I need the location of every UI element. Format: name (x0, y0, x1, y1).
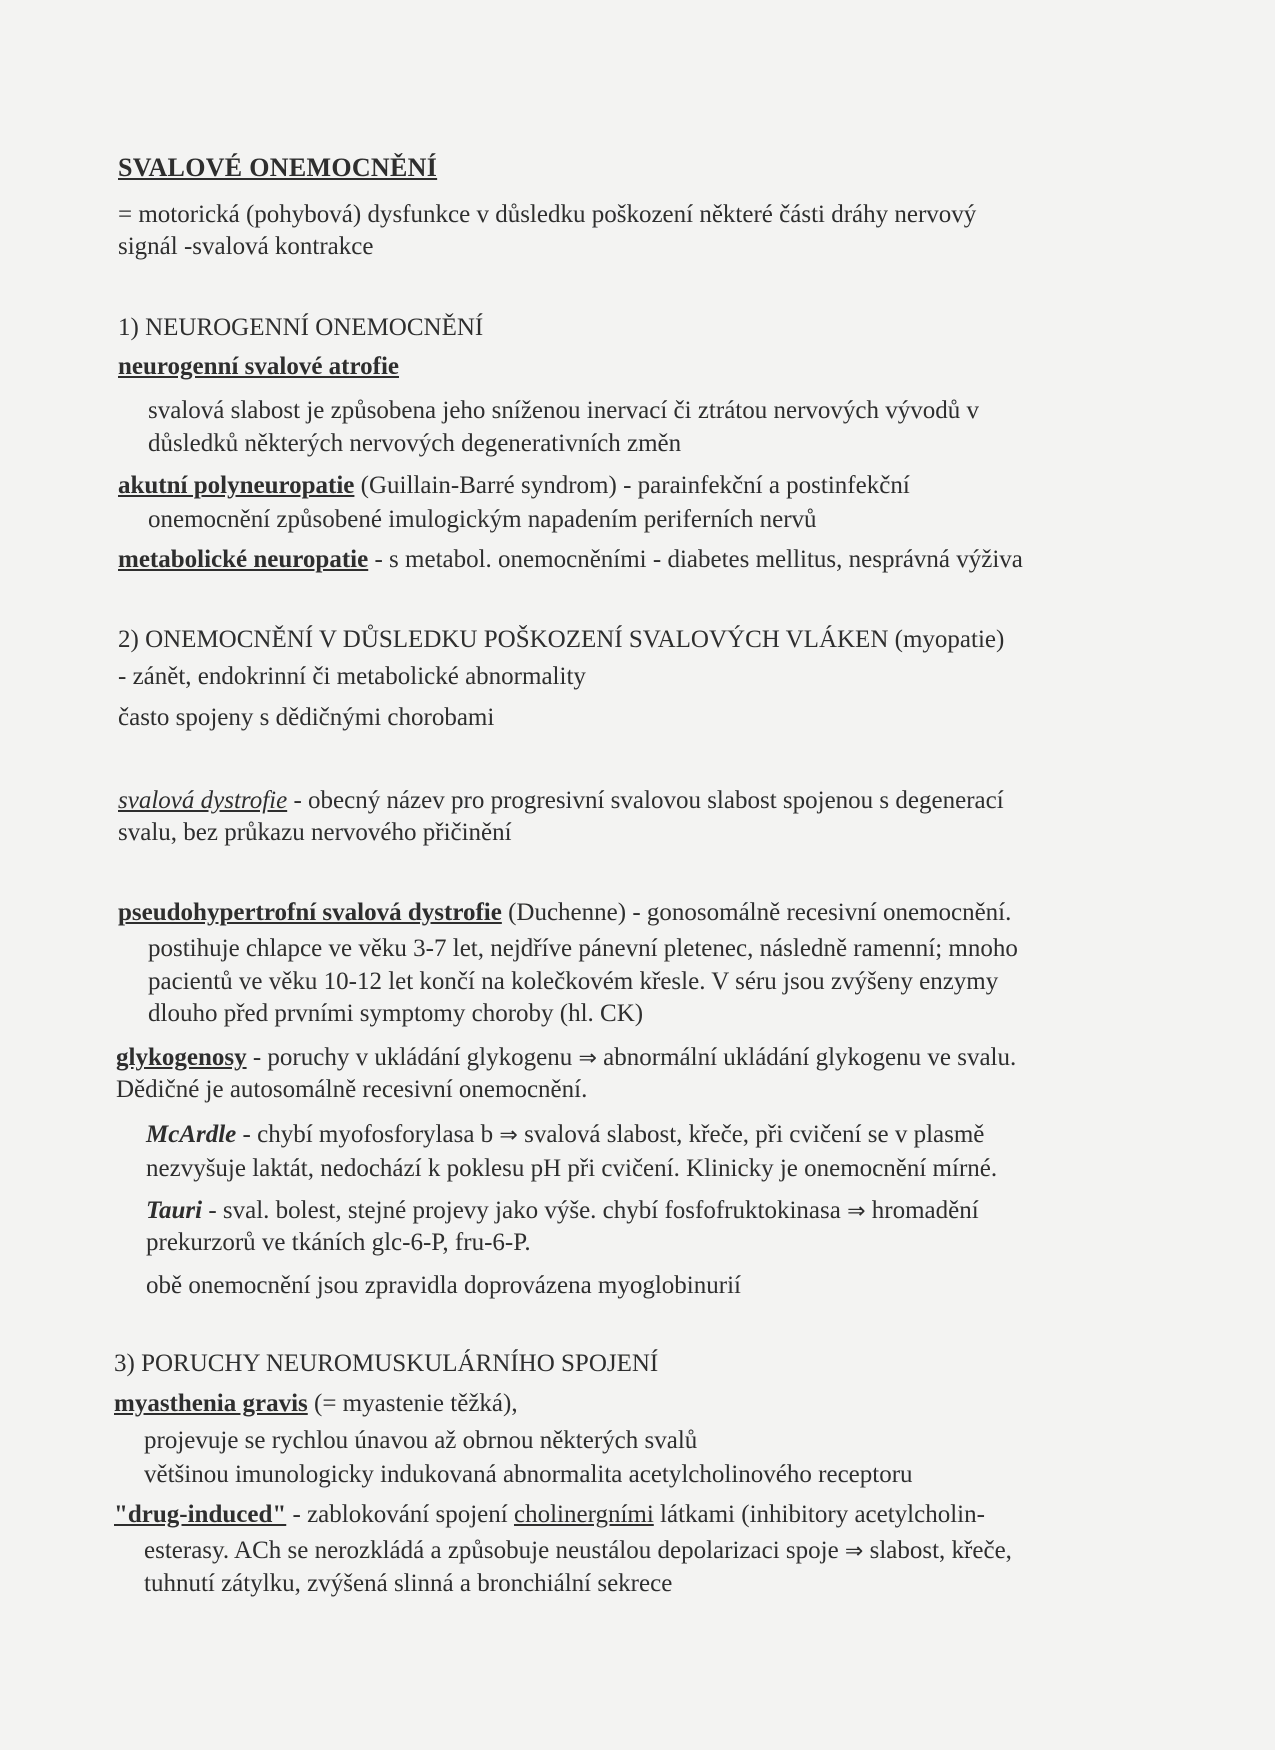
both-diseases-line: obě onemocnění jsou zpravidla doprovázena myoglobinurií (146, 1272, 741, 1299)
section2-line-2: - zánět, endokrinní či metabolické abnormality (118, 663, 586, 690)
mcardle-text-b: svalová slabost, křeče, při cvičení se v plasmě (517, 1121, 985, 1148)
glycogenosis-text-b: abnormální ukládání glykogenu ve svalu. (596, 1044, 1017, 1071)
tauri-text-a: - sval. bolest, stejné projevy jako výše. chybí fosfofruktokinasa (202, 1197, 848, 1224)
metabolic-neuropathy-text: - s metabol. onemocněními - diabetes mellitus, nesprávná výživa (368, 546, 1023, 573)
tauri-text-b: hromadění (865, 1197, 979, 1224)
polyneuropathy-text: (Guillain-Barré syndrom) - parainfekční a postinfekční (354, 472, 910, 499)
term-muscular-dystrophy: svalová dystrofie (118, 787, 288, 814)
dystrophy-text: - obecný název pro progresivní svalovou slabost spojenou s degenerací (287, 787, 1004, 814)
drug-induced-line-1 (114, 1500, 985, 1530)
term-metabolic-neuropathy: metabolické neuropatie (118, 546, 369, 573)
term-drug-induced: "drug-induced" (114, 1501, 287, 1528)
duchenne-text: (Duchenne) - gonosomálně recesivní onemocnění. (501, 899, 1012, 926)
dystrophy-line-1 (118, 786, 1004, 816)
term-glycogenosis: glykogenosy (116, 1044, 247, 1071)
implies-arrow-icon: ⇒ (578, 1046, 597, 1071)
duchenne-line-4: dlouho před prvními symptomy choroby (hl. CK) (148, 1000, 644, 1027)
implies-arrow-icon: ⇒ (499, 1123, 518, 1148)
drug-text-b: látkami (inhibitory acetylcholin- (653, 1501, 985, 1528)
myasthenia-line-3: většinou imunologicky indukovaná abnormalita acetylcholinového receptoru (144, 1461, 913, 1488)
implies-arrow-icon: ⇒ (844, 1539, 864, 1564)
section2-line-3: často spojeny s dědičnými chorobami (118, 704, 495, 731)
metabolic-neuropathy-line (118, 545, 1023, 575)
section1-heading: 1) NEUROGENNÍ ONEMOCNĚNÍ (118, 314, 484, 341)
atrophy-line-2: důsledků některých nervových degenerativních změn (148, 430, 682, 457)
myasthenia-line-2: projevuje se rychlou únavou až obrnou některých svalů (144, 1427, 698, 1454)
glycogenosis-line-1 (116, 1043, 1016, 1074)
drug-line2-text-a: esterasy. ACh se nerozkládá a způsobuje neustálou depolarizaci spoje (144, 1537, 845, 1564)
myasthenia-line-1 (114, 1389, 518, 1419)
mcardle-text-a: - chybí myofosforylasa b (236, 1121, 500, 1148)
term-polyneuropathy: akutní polyneuropatie (118, 472, 355, 499)
term-tauri: Tauri (146, 1197, 203, 1224)
drug-text-a: - zablokování spojení (286, 1501, 514, 1528)
mcardle-line-2: nezvyšuje laktát, nedochází k poklesu pH při cvičení. Klinicky je onemocnění mírné. (146, 1155, 998, 1182)
tauri-line-2: prekurzorů ve tkáních glc-6-P, fru-6-P. (146, 1229, 531, 1256)
drug-induced-line-3: tuhnutí zátylku, zvýšená slinná a bronchiální sekrece (144, 1570, 673, 1597)
polyneuropathy-line-1 (118, 471, 910, 501)
intro-line-2: signál -svalová kontrakce (118, 233, 374, 260)
tauri-line-1 (146, 1196, 979, 1227)
glycogenosis-text-a: - poruchy v ukládání glykogenu (246, 1044, 579, 1071)
cholinergic-underlined: cholinergními (513, 1501, 654, 1528)
duchenne-line-1 (118, 898, 1011, 928)
drug-induced-line-2 (144, 1536, 1012, 1567)
polyneuropathy-line-2: onemocnění způsobené imulogickým napadením periferních nervů (148, 506, 817, 533)
dystrophy-line-2: svalu, bez průkazu nervového přičinění (118, 819, 512, 846)
term-myasthenia-gravis: myasthenia gravis (114, 1390, 308, 1417)
section2-heading: 2) ONEMOCNĚNÍ V DŮSLEDKU POŠKOZENÍ SVALOVÝCH VLÁKEN (myopatie) (118, 626, 1005, 653)
intro-line-1: = motorická (pohybová) dysfunkce v důsledku poškození některé části dráhy nervový (118, 201, 977, 228)
page-title: SVALOVÉ ONEMOCNĚNÍ (118, 153, 438, 182)
drug-line2-text-b: slabost, křeče, (863, 1537, 1012, 1564)
term-neurogenic-atrophy: neurogenní svalové atrofie (118, 353, 400, 380)
term-duchenne: pseudohypertrofní svalová dystrofie (118, 899, 502, 926)
myasthenia-text: (= myastenie těžká), (307, 1390, 518, 1417)
term-mcardle: McArdle (146, 1121, 237, 1148)
section3-heading: 3) PORUCHY NEUROMUSKULÁRNÍHO SPOJENÍ (114, 1350, 659, 1377)
implies-arrow-icon: ⇒ (847, 1199, 866, 1224)
atrophy-line-1: svalová slabost je způsobena jeho sníženou inervací či ztrátou nervových vývodů v (148, 397, 980, 424)
duchenne-line-2: postihuje chlapce ve věku 3-7 let, nejdříve pánevní pletenec, následně ramenní; mnoho (148, 935, 1018, 962)
mcardle-line-1 (146, 1120, 984, 1151)
glycogenosis-line-2: Dědičné je autosomálně recesivní onemocnění. (116, 1076, 588, 1103)
duchenne-line-3: pacientů ve věku 10-12 let končí na kolečkovém křesle. V séru jsou zvýšeny enzymy (148, 968, 999, 995)
